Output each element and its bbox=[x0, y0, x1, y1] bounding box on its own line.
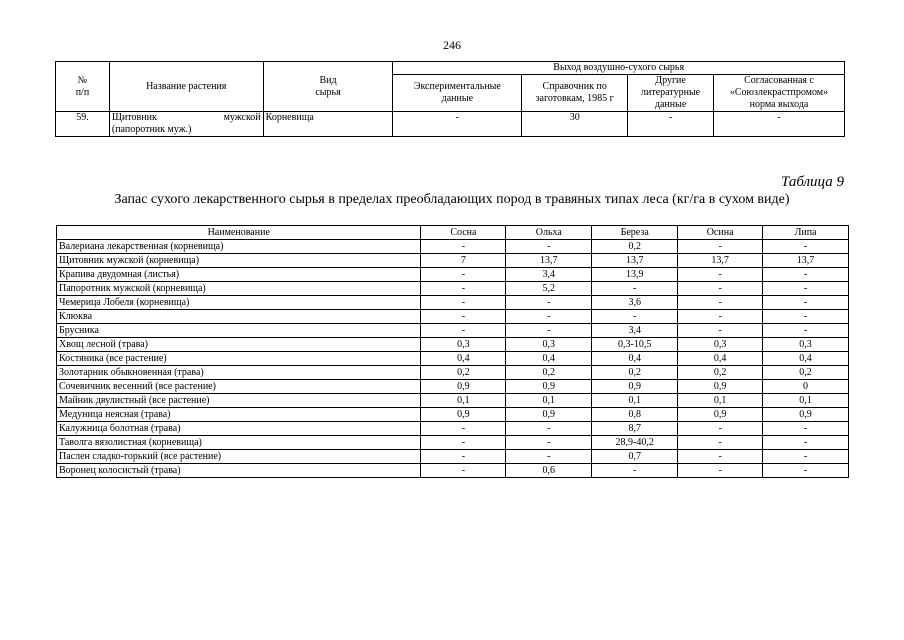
value-cell: - bbox=[678, 422, 763, 436]
value-cell: 0,4 bbox=[421, 352, 506, 366]
value-cell: - bbox=[763, 422, 849, 436]
value-cell: 0,1 bbox=[506, 394, 592, 408]
plant-name-cell: Паслен сладко-горький (все растение) bbox=[57, 450, 421, 464]
column-header: Наименование bbox=[57, 226, 421, 240]
value-cell: 0,9 bbox=[678, 380, 763, 394]
value-cell: 0,3-10,5 bbox=[592, 338, 678, 352]
table-row bbox=[57, 436, 849, 450]
row-num: 59. bbox=[56, 112, 110, 137]
plant-name-cell: Золотарник обыкновенная (трава) bbox=[57, 366, 421, 380]
value-cell: - bbox=[421, 436, 506, 450]
plant-name-cell: Валериана лекарственная (корневища) bbox=[57, 240, 421, 254]
value-cell: - bbox=[421, 324, 506, 338]
value-cell: 0,9 bbox=[506, 380, 592, 394]
value-cell: 0,1 bbox=[678, 394, 763, 408]
value-cell: 3,6 bbox=[592, 296, 678, 310]
value-cell: - bbox=[421, 240, 506, 254]
table-row bbox=[57, 324, 849, 338]
value-cell: - bbox=[592, 310, 678, 324]
raw-stock-table bbox=[56, 225, 849, 478]
header-plant-name: Название растения bbox=[109, 62, 263, 112]
value-cell: 13,7 bbox=[678, 254, 763, 268]
value-cell: 0,8 bbox=[592, 408, 678, 422]
plant-name-cell: Брусника bbox=[57, 324, 421, 338]
table-row bbox=[57, 394, 849, 408]
plant-name-cell: Воронец колосистый (трава) bbox=[57, 464, 421, 478]
value-cell: - bbox=[506, 310, 592, 324]
value-cell: - bbox=[506, 450, 592, 464]
table-row bbox=[57, 268, 849, 282]
plant-name-cell: Хвощ лесной (трава) bbox=[57, 338, 421, 352]
value-cell: 0 bbox=[763, 380, 849, 394]
value-cell: - bbox=[421, 422, 506, 436]
value-cell: - bbox=[678, 436, 763, 450]
value-cell: - bbox=[678, 240, 763, 254]
header-agreed-norm: Согласованная с «Союзлекрастпромом» норма выхода bbox=[714, 75, 845, 112]
plant-name-cell: Щитовник мужской (корневища) bbox=[57, 254, 421, 268]
page-number: 246 bbox=[443, 38, 461, 52]
value-cell: - bbox=[678, 268, 763, 282]
value-cell: - bbox=[421, 310, 506, 324]
value-cell: 0,9 bbox=[678, 408, 763, 422]
plant-name-cell: Костяника (все растение) bbox=[57, 352, 421, 366]
value-cell: - bbox=[592, 464, 678, 478]
column-header: Ольха bbox=[506, 226, 592, 240]
table-row bbox=[56, 112, 845, 137]
plant-name-cell: Крапива двудомная (листья) bbox=[57, 268, 421, 282]
table-row bbox=[57, 408, 849, 422]
value-cell: 7 bbox=[421, 254, 506, 268]
value-cell: 13,7 bbox=[506, 254, 592, 268]
plant-name-cell: Майник двулистный (все растение) bbox=[57, 394, 421, 408]
table-row bbox=[57, 380, 849, 394]
value-cell: - bbox=[763, 240, 849, 254]
value-cell: - bbox=[506, 296, 592, 310]
plant-name-cell: Сочевичник весенний (все растение) bbox=[57, 380, 421, 394]
value-cell: - bbox=[763, 282, 849, 296]
value-cell: 0,3 bbox=[421, 338, 506, 352]
value-cell: - bbox=[678, 450, 763, 464]
value-cell: - bbox=[678, 310, 763, 324]
row-reference: 30 bbox=[522, 112, 628, 137]
value-cell: - bbox=[506, 436, 592, 450]
column-header: Липа bbox=[763, 226, 849, 240]
value-cell: 0,6 bbox=[506, 464, 592, 478]
value-cell: 0,9 bbox=[763, 408, 849, 422]
value-cell: - bbox=[763, 324, 849, 338]
header-reference-1985: Справочник по заготовкам, 1985 г bbox=[522, 75, 628, 112]
value-cell: 0,3 bbox=[678, 338, 763, 352]
value-cell: 0,2 bbox=[678, 366, 763, 380]
value-cell: 13,9 bbox=[592, 268, 678, 282]
value-cell: - bbox=[763, 464, 849, 478]
value-cell: - bbox=[763, 268, 849, 282]
plant-name-cell: Клюква bbox=[57, 310, 421, 324]
value-cell: 0,2 bbox=[592, 366, 678, 380]
table-row bbox=[57, 338, 849, 352]
table-title: Запас сухого лекарственного сырья в пределах преобладающих пород в травяных типах леса (кг/га в сухом виде) bbox=[114, 192, 790, 207]
value-cell: 0,9 bbox=[506, 408, 592, 422]
value-cell: 0,3 bbox=[506, 338, 592, 352]
value-cell: 0,9 bbox=[592, 380, 678, 394]
value-cell: 0,9 bbox=[421, 380, 506, 394]
plant-name-cell: Чемерица Лобеля (корневища) bbox=[57, 296, 421, 310]
value-cell: - bbox=[421, 268, 506, 282]
value-cell: 0,1 bbox=[763, 394, 849, 408]
value-cell: 28,9-40,2 bbox=[592, 436, 678, 450]
plant-yield-table bbox=[55, 61, 845, 137]
table-row bbox=[57, 352, 849, 366]
value-cell: - bbox=[678, 324, 763, 338]
column-header: Сосна bbox=[421, 226, 506, 240]
value-cell: 0,2 bbox=[421, 366, 506, 380]
table-row bbox=[57, 282, 849, 296]
value-cell: 0,2 bbox=[592, 240, 678, 254]
header-yield-group: Выход воздушно-сухого сырья bbox=[393, 62, 845, 75]
row-plant-name: Щитовник мужской (папоротник муж.) bbox=[109, 112, 263, 137]
value-cell: 0,7 bbox=[592, 450, 678, 464]
value-cell: 13,7 bbox=[592, 254, 678, 268]
value-cell: - bbox=[763, 296, 849, 310]
table-row bbox=[57, 366, 849, 380]
value-cell: 0,2 bbox=[506, 366, 592, 380]
value-cell: 5,2 bbox=[506, 282, 592, 296]
value-cell: - bbox=[763, 310, 849, 324]
value-cell: 0,1 bbox=[421, 394, 506, 408]
value-cell: - bbox=[506, 324, 592, 338]
value-cell: - bbox=[592, 282, 678, 296]
table-label: Таблица 9 bbox=[781, 174, 844, 190]
header-experimental: Экспериментальные данные bbox=[393, 75, 522, 112]
value-cell: 0,3 bbox=[763, 338, 849, 352]
table-row bbox=[57, 450, 849, 464]
value-cell: 8,7 bbox=[592, 422, 678, 436]
row-raw-kind: Корневища bbox=[263, 112, 393, 137]
value-cell: - bbox=[678, 296, 763, 310]
value-cell: 0,9 bbox=[421, 408, 506, 422]
value-cell: - bbox=[421, 450, 506, 464]
value-cell: 0,2 bbox=[763, 366, 849, 380]
column-header: Береза bbox=[592, 226, 678, 240]
value-cell: - bbox=[763, 436, 849, 450]
row-norm: - bbox=[714, 112, 845, 137]
plant-name-cell: Медуница неясная (трава) bbox=[57, 408, 421, 422]
row-other: - bbox=[628, 112, 714, 137]
value-cell: - bbox=[421, 282, 506, 296]
table-row bbox=[57, 422, 849, 436]
plant-name-cell: Калужница болотная (трава) bbox=[57, 422, 421, 436]
plant-name-cell: Таволга вязолистная (корневища) bbox=[57, 436, 421, 450]
value-cell: - bbox=[678, 464, 763, 478]
header-raw-kind: Вид сырья bbox=[263, 62, 393, 112]
value-cell: - bbox=[421, 296, 506, 310]
value-cell: 3,4 bbox=[506, 268, 592, 282]
value-cell: - bbox=[678, 282, 763, 296]
value-cell: 0,4 bbox=[763, 352, 849, 366]
value-cell: - bbox=[506, 240, 592, 254]
value-cell: - bbox=[421, 464, 506, 478]
value-cell: 0,1 bbox=[592, 394, 678, 408]
header-other-literature: Другие литературные данные bbox=[628, 75, 714, 112]
table-row bbox=[57, 310, 849, 324]
value-cell: 3,4 bbox=[592, 324, 678, 338]
header-num: № п/п bbox=[56, 62, 110, 112]
value-cell: - bbox=[763, 450, 849, 464]
table-row bbox=[57, 464, 849, 478]
value-cell: 0,4 bbox=[592, 352, 678, 366]
value-cell: - bbox=[506, 422, 592, 436]
value-cell: 0,4 bbox=[678, 352, 763, 366]
value-cell: 13,7 bbox=[763, 254, 849, 268]
table-row bbox=[57, 254, 849, 268]
table-row bbox=[57, 240, 849, 254]
column-header: Осина bbox=[678, 226, 763, 240]
plant-name-cell: Папоротник мужской (корневища) bbox=[57, 282, 421, 296]
value-cell: 0,4 bbox=[506, 352, 592, 366]
table-row bbox=[57, 296, 849, 310]
row-experimental: - bbox=[393, 112, 522, 137]
